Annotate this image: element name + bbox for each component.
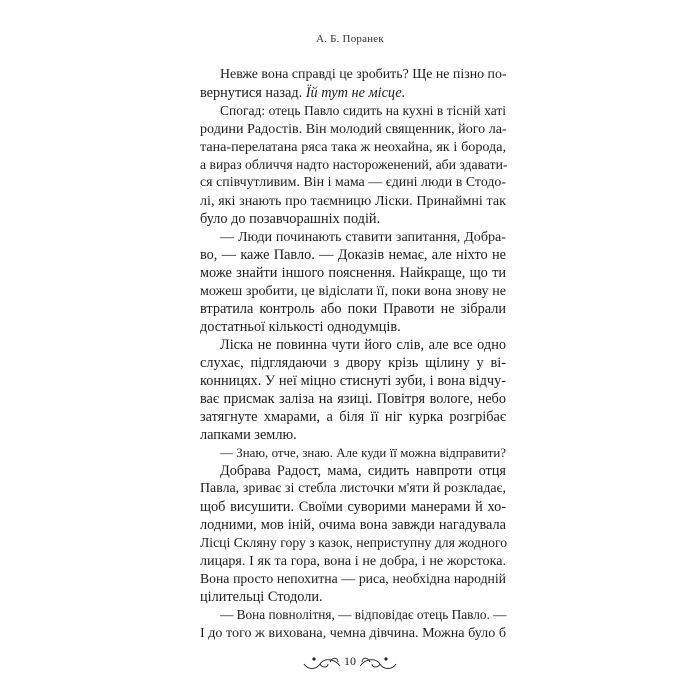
text-line-content: було до позавчорашніх подій.	[200, 211, 381, 228]
text-line-content: Павла, зриває зі стебла листочки м'яти й розкладає,	[200, 481, 506, 497]
text-line-content: — Знаю, отче, знаю. Але куди її можна відправити?	[220, 446, 506, 461]
text-line-content: затягнуте хмарами, а біля її ніг курка розгрібає	[200, 409, 506, 426]
page-number-ornament	[300, 652, 400, 676]
text-line-content: І до того ж вихована, чемна дівчина. Можна було б	[200, 625, 506, 642]
text-line	[200, 624, 506, 642]
text-line	[200, 210, 506, 228]
text-line-content: Лісці Скляну гору з казок, неприступну для жодного	[200, 535, 508, 551]
text-line-content: родини Радостів. Він молодий священник, його ла-	[200, 121, 507, 138]
text-line	[200, 228, 506, 246]
text-line-content: — Люди починають ставити запитання, Добра-	[220, 229, 506, 246]
text-line	[200, 102, 506, 120]
text-line	[200, 516, 506, 534]
text-line	[200, 66, 506, 84]
text-line	[200, 408, 506, 426]
text-line	[200, 426, 506, 444]
text-line	[200, 462, 506, 480]
text-line-content: слухає, підглядаючи з двору крізь щілину у ві-	[200, 355, 506, 372]
text-line	[200, 372, 506, 390]
text-line-content: лі, які знають про таємницю Ліски. Принаймні так	[200, 193, 506, 210]
text-line	[200, 264, 506, 282]
body-text	[200, 66, 506, 643]
text-line	[200, 336, 506, 354]
text-line	[200, 552, 506, 570]
text-line-content: во, — каже Павло. — Доказів немає, але ніхто не	[200, 247, 506, 264]
text-line-content: вернутися назад.	[200, 85, 306, 102]
text-line-content: ся співчутливим. Він і мама — єдині люди в Стодо-	[200, 175, 506, 191]
text-line	[200, 498, 506, 516]
text-line	[200, 444, 506, 462]
page-number: 10	[344, 654, 356, 668]
text-line-content: достатньої кількості однодумців.	[200, 319, 401, 336]
text-line	[200, 390, 506, 408]
text-line	[200, 570, 506, 588]
text-line-content: Ліска не повинна чути його слів, але все одно	[220, 337, 506, 354]
italic-thought: Їй тут не місце.	[305, 85, 406, 102]
text-line	[200, 480, 506, 498]
text-line	[200, 588, 506, 606]
text-line-content: цілительці Стодоли.	[200, 589, 323, 606]
text-line-content: а вираз обличчя надто настороженений, аби здавати-	[200, 157, 508, 173]
text-line	[200, 246, 506, 264]
text-line-content: Спогад: отець Павло сидить на кухні в тісній хаті	[220, 103, 506, 119]
text-line-content: тана-перелатана ряса така ж неохайна, як і борода,	[200, 139, 506, 156]
text-line	[200, 156, 506, 174]
text-line-content: лодними, мов іній, очима вона завжди нагадувала	[200, 517, 506, 534]
text-line	[200, 120, 506, 138]
text-line-content: може знайти іншого пояснення. Найкраще, що ти	[200, 265, 506, 282]
text-line-content: щоб висушити. Своїми суворими манерами й хо-	[200, 499, 506, 516]
text-line-content: Вона просто непохитна — риса, необхідна народній	[200, 571, 506, 587]
text-line	[200, 192, 506, 210]
text-line-content: — Вона повнолітня, — відповідає отець Павло. —	[220, 607, 507, 623]
text-line-content: конницях. У неї міцно стиснуті зуби, і вона відчу-	[200, 373, 506, 390]
text-line	[200, 534, 506, 552]
text-line-content: лапками землю.	[200, 427, 297, 444]
text-line-content: ває присмак заліза на язиці. Повітря вологе, небо	[200, 391, 506, 408]
running-header-author: А. Б. Поранек	[316, 33, 384, 45]
text-line-content: втратила контроль або поки Правоти не зібрали	[200, 301, 506, 318]
text-line	[200, 84, 506, 102]
text-line-content: Добрава Радост, мама, сидить навпроти отця	[220, 463, 506, 480]
text-line	[200, 318, 506, 336]
text-line	[200, 606, 506, 624]
text-line	[200, 282, 506, 300]
text-line	[200, 354, 506, 372]
text-line	[200, 138, 506, 156]
text-line-content: можеш зробити, це відіслати її, поки вона знову не	[200, 283, 506, 300]
text-line-content: лицаря. І як та гора, вона і не добра, і не жорстока.	[200, 553, 506, 570]
text-line	[200, 174, 506, 192]
text-line	[200, 300, 506, 318]
text-line-content: Невже вона справді це зробить? Ще не пізно по-	[220, 67, 507, 82]
